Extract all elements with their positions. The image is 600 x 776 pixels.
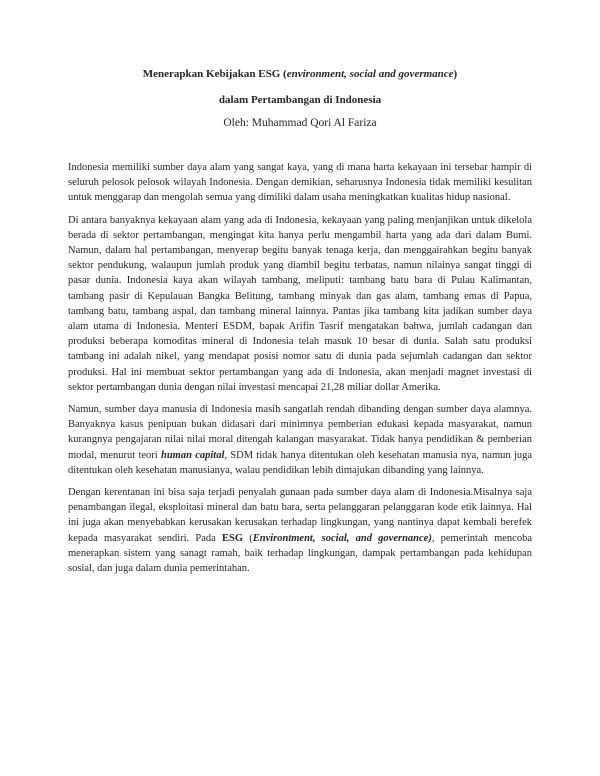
paragraph-3-part-b: , SDM tidak hanya ditentukan oleh kesehatan manusia nya, namun juga ditentukan oleh kesehatan manusianya, walau pendidikan lebih dimajukan dibanding yang lainnya. <box>68 449 532 476</box>
title-line-2: dalam Pertambangan di Indonesia <box>218 94 382 106</box>
paragraph-4 <box>68 485 532 576</box>
esg-expansion: Environtment, social, and governance) <box>252 532 432 544</box>
human-capital-term: human capital <box>160 449 225 461</box>
paragraph-1: Indonesia memiliki sumber daya alam yang sangat kaya, yang di mana harta kekayaan ini tersebar hampir di seluruh pelosok pelosok wilayah Indonesia. Dengan demikian, seharusnya Indonesia tidak memiliki kesulitan untuk menggarap dan mengolah semua yang dimiliki dalam usaha meningkatkan kualitas hidup nasional. <box>68 162 532 204</box>
esg-term: ESG <box>222 532 244 544</box>
author-line: Oleh: Muhammad Qori Al Fariza <box>223 117 377 129</box>
paragraph-3-part-a: Namun, sumber daya manusia di Indonesia masih sangatlah rendah dibanding dengan sumber daya alamnya. Banyaknya kasus penipuan bukan didasari dari minimnya pemberian edukasi kepada masyarakat, namun kurangnya pengajaran nilai nilai moral ditengah kalangan masyarakat. Tidak hanya pendidikan & pemberian modal, menurut teori <box>68 404 532 461</box>
paragraph-4-open: ( <box>243 532 253 544</box>
title-block <box>0 68 600 130</box>
body-text <box>68 160 532 583</box>
paragraph-4-part-b: , pemerintah mencoba menerapkan sistem yang sanagt ramah, baik terhadap lingkungan, dampak pertambangan pada kehidupan sosial, dan juga dalam dunia pemerintahan. <box>68 532 532 575</box>
paragraph-2: Di antara banyaknya kekayaan alam yang ada di Indonesia, kekayaan yang paling menjanjikan untuk dikelola berada di sektor pertambangan, mengingat kita hanya perlu mengambil harta yang ada dari dalam Bumi. Namun, dalam hal pertambangan, menyerap begitu banyak tenaga kerja, dan menggairahkan begitu banyak sektor pendukung, walaupun jumlah produk yang diambil begitu terbatas, namun nilainya sangat tinggi di pasar dunia. Indonesia kaya akan wilayah tambang, meliputi: tambang batu bara di Pulau Kalimantan, tambang pasir di Kepulauan Bangka Belitung, tambang minyak dan gas alam, tambang emas di Papua, tambang batu, tambang aspal, dan tambang mineral lainnya. Pantas jika tambang kita jadikan sumber daya alam utama di Indonesia. Menteri ESDM, bapak Arifin Tasrif mengatakan bahwa, jumlah cadangan dan produksi beberapa komoditas mineral di Indonesia telah masuk 10 besar di dunia. Salah satu produksi tambang ini adalah nikel, yang mendapat posisi nomor satu di dunia pada sejumlah cadangan dan sektor produksi. Hal ini membuat sektor pertambangan yang ada di Indonesia, akan menjadi magnet investasi di sektor pertambangan dunia dengan nilai investasi mencapai 21,28 miliar dollar Amerika. <box>68 214 532 393</box>
title-prefix: Menerapkan Kebijakan ESG ( <box>142 68 287 80</box>
paragraph-3 <box>68 402 532 478</box>
paragraph-4-part-a: Dengan kerentanan ini bisa saja terjadi penyalah gunaan pada sumber daya alam di Indonesia.Misalnya saja penambangan ilegal, eksploitasi mineral dan batu bara, serta pelanggaran pelanggaran kode etik lainnya. Hal ini juga akan menyebabkan kerusakan kerusakan terhadap lingkungan, yang nantinya dapat kembali berefek kepada masyarakat sendiri. Pada <box>68 487 532 544</box>
title-line-1 <box>0 68 600 81</box>
title-suffix: ) <box>453 68 458 80</box>
title-italic: environment, social and govermance <box>286 68 454 80</box>
